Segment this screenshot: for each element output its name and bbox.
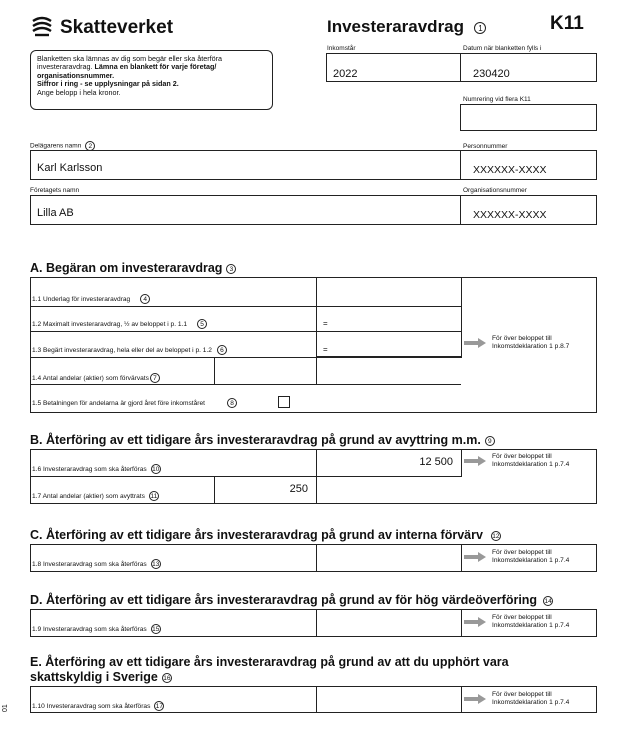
section-c-ref-badge: 12 <box>492 532 500 540</box>
r17-count-field[interactable] <box>214 476 317 504</box>
r15-checkbox[interactable] <box>278 396 290 408</box>
section-a-title-text: A. Begäran om investeraravdrag <box>30 261 223 275</box>
r13-note-line-2: Inkomstdeklaration 1 p.8.7 <box>492 343 570 350</box>
r110-amount-field[interactable] <box>316 686 462 713</box>
r110-note <box>492 691 569 707</box>
company-name-label: Företagets namn <box>30 187 80 194</box>
r16-note <box>492 453 569 469</box>
r11-label-text: 1.1 Underlag för investeraravdrag <box>32 295 131 303</box>
section-e-ref-badge: 16 <box>163 674 171 682</box>
side-code: 01 <box>2 704 9 712</box>
r19-ref-badge: 15 <box>152 626 160 633</box>
info-line-1: Blanketten ska lämnas av dig som begär eller ska återföra <box>37 54 222 63</box>
section-b-ref-badge: 9 <box>485 436 495 446</box>
r18-label-text: 1.8 Investeraravdrag som ska återföras <box>32 560 147 568</box>
r19-arrow-icon <box>464 617 486 627</box>
r19-note <box>492 614 569 630</box>
date-label: Datum när blanketten fylls i <box>463 45 542 52</box>
r11-label <box>32 294 150 304</box>
info-line-2b: Lämna en blankett för varje företag/ <box>94 62 217 72</box>
r16-arrow-icon <box>464 456 486 466</box>
r18-note-line-2: Inkomstdeklaration 1 p.7.4 <box>492 557 570 564</box>
section-e-title-line-1: E. Återföring av ett tidigare års investeraravdrag på grund av att du upphört vara <box>30 655 509 669</box>
owner-name-value: Karl Karlsson <box>37 162 103 174</box>
income-year-value: 2022 <box>333 68 358 80</box>
r19-label-text: 1.9 Investeraravdrag som ska återföras <box>32 625 147 633</box>
r16-label-text: 1.6 Investeraravdrag som ska återföras <box>32 465 147 473</box>
info-box <box>30 50 273 110</box>
r110-label-text: 1.10 Investeraravdrag som ska återföras <box>32 702 151 710</box>
r14-ref-badge: 7 <box>150 373 160 383</box>
r110-note-line-1: För över beloppet till <box>492 691 552 698</box>
r18-ref-badge: 13 <box>152 561 160 568</box>
r11-amount-field[interactable] <box>316 277 462 307</box>
r12-label <box>32 319 207 329</box>
section-a-title <box>30 261 236 275</box>
r18-amount-field[interactable] <box>316 544 462 572</box>
r13-label-text: 1.3 Begärt investeraravdrag, hela eller del av beloppet i p. 1.2 <box>32 346 212 354</box>
r16-ref-badge: 10 <box>152 466 160 473</box>
section-b-right-divider <box>316 476 317 504</box>
logo-text: Skatteverket <box>60 17 174 38</box>
section-b-title-text: B. Återföring av ett tidigare års investeraravdrag på grund av avyttring m.m. <box>30 433 481 447</box>
r12-equals: = <box>323 319 328 328</box>
r16-amount-value: 12 500 <box>419 456 453 468</box>
r18-note <box>492 549 569 565</box>
r13-amount-field[interactable] <box>316 331 462 358</box>
r18-label <box>32 559 161 569</box>
org-number-field[interactable] <box>460 195 597 225</box>
r110-ref-badge: 17 <box>155 703 163 710</box>
r14-count-field[interactable] <box>214 357 317 385</box>
r110-label <box>32 701 164 711</box>
r18-arrow-icon <box>464 552 486 562</box>
r13-arrow-icon <box>464 338 486 348</box>
form-title-text: Investeraravdrag <box>327 17 465 36</box>
owner-name-field[interactable] <box>30 150 461 180</box>
info-line-4: Siffror i ring - se upplysningar på sidan 2. <box>37 79 179 89</box>
r16-label <box>32 464 161 474</box>
owner-name-ref-badge: 2 <box>85 141 95 151</box>
section-c-title-text: C. Återföring av ett tidigare års investeraravdrag på grund av interna förvärv <box>30 528 483 542</box>
r17-label-text: 1.7 Antal andelar (aktier) som avyttrats <box>32 492 145 500</box>
crown-swirl-icon <box>30 14 54 38</box>
personal-number-field[interactable] <box>460 150 597 180</box>
section-e-title-line-2 <box>30 670 172 684</box>
form-code: K11 <box>550 13 584 34</box>
r19-note-line-2: Inkomstdeklaration 1 p.7.4 <box>492 622 570 629</box>
r14-label-text: 1.4 Antal andelar (aktier) som förvärvats <box>32 374 149 382</box>
date-value: 230420 <box>473 68 510 80</box>
section-d-title <box>30 593 553 607</box>
r13-note <box>492 335 569 351</box>
personal-number-label: Personnummer <box>463 143 508 150</box>
income-year-label: Inkomstår <box>327 45 356 52</box>
info-line-2a: investeraravdrag. <box>37 62 95 72</box>
title-ref-badge: 1 <box>474 22 486 34</box>
date-field[interactable] <box>460 53 597 82</box>
r13-note-line-1: För över beloppet till <box>492 335 552 342</box>
org-number-value: XXXXXX-XXXX <box>473 209 547 221</box>
r17-count-value: 250 <box>289 483 308 495</box>
r18-note-line-1: För över beloppet till <box>492 549 552 556</box>
personal-number-value: XXXXXX-XXXX <box>473 164 547 176</box>
section-b-title <box>30 433 495 447</box>
section-d-title-text: D. Återföring av ett tidigare års investeraravdrag på grund av för hög värdeöverföring <box>30 593 538 607</box>
r15-label-text: 1.5 Betalningen för andelarna är gjord året före inkomståret <box>32 399 206 407</box>
income-year-field[interactable] <box>326 53 461 82</box>
r16-note-line-1: För över beloppet till <box>492 453 552 460</box>
r13-equals: = <box>323 345 328 354</box>
org-number-label: Organisationsnummer <box>463 187 527 194</box>
r19-label <box>32 624 161 634</box>
r110-note-line-2: Inkomstdeklaration 1 p.7.4 <box>492 699 570 706</box>
info-line-3: organisationsnummer. <box>37 70 115 80</box>
r16-note-line-2: Inkomstdeklaration 1 p.7.4 <box>492 461 570 468</box>
r12-ref-badge: 5 <box>197 319 207 329</box>
owner-name-label-text: Delägarens namn <box>30 142 82 150</box>
numbering-label: Numrering vid flera K11 <box>463 96 531 103</box>
r13-label <box>32 345 227 355</box>
r13-ref-badge: 6 <box>217 345 227 355</box>
company-name-field[interactable] <box>30 195 461 225</box>
info-line-5: Ange belopp i hela kronor. <box>37 87 121 97</box>
r12-amount-field[interactable] <box>316 306 462 332</box>
r14-label <box>32 373 160 383</box>
r110-arrow-icon <box>464 694 486 704</box>
r11-ref-badge: 4 <box>140 294 150 304</box>
r17-label <box>32 491 159 501</box>
r12-label-text: 1.2 Maximalt investeraravdrag, ½ av beloppet i p. 1.1 <box>32 320 188 328</box>
numbering-field[interactable] <box>460 104 597 131</box>
r16-amount-field[interactable] <box>316 449 462 477</box>
r17-ref-badge: 11 <box>150 493 158 500</box>
form-title <box>327 17 486 37</box>
r19-note-line-1: För över beloppet till <box>492 614 552 621</box>
company-name-value: Lilla AB <box>37 207 74 219</box>
section-d-ref-badge: 14 <box>544 597 552 605</box>
r19-amount-field[interactable] <box>316 609 462 637</box>
section-e-title-text-2: skattskyldig i Sverige <box>30 670 158 684</box>
r15-ref-badge: 8 <box>227 398 237 408</box>
section-a-ref-badge: 3 <box>226 264 236 274</box>
section-c-title <box>30 528 501 542</box>
r15-label <box>32 398 237 408</box>
